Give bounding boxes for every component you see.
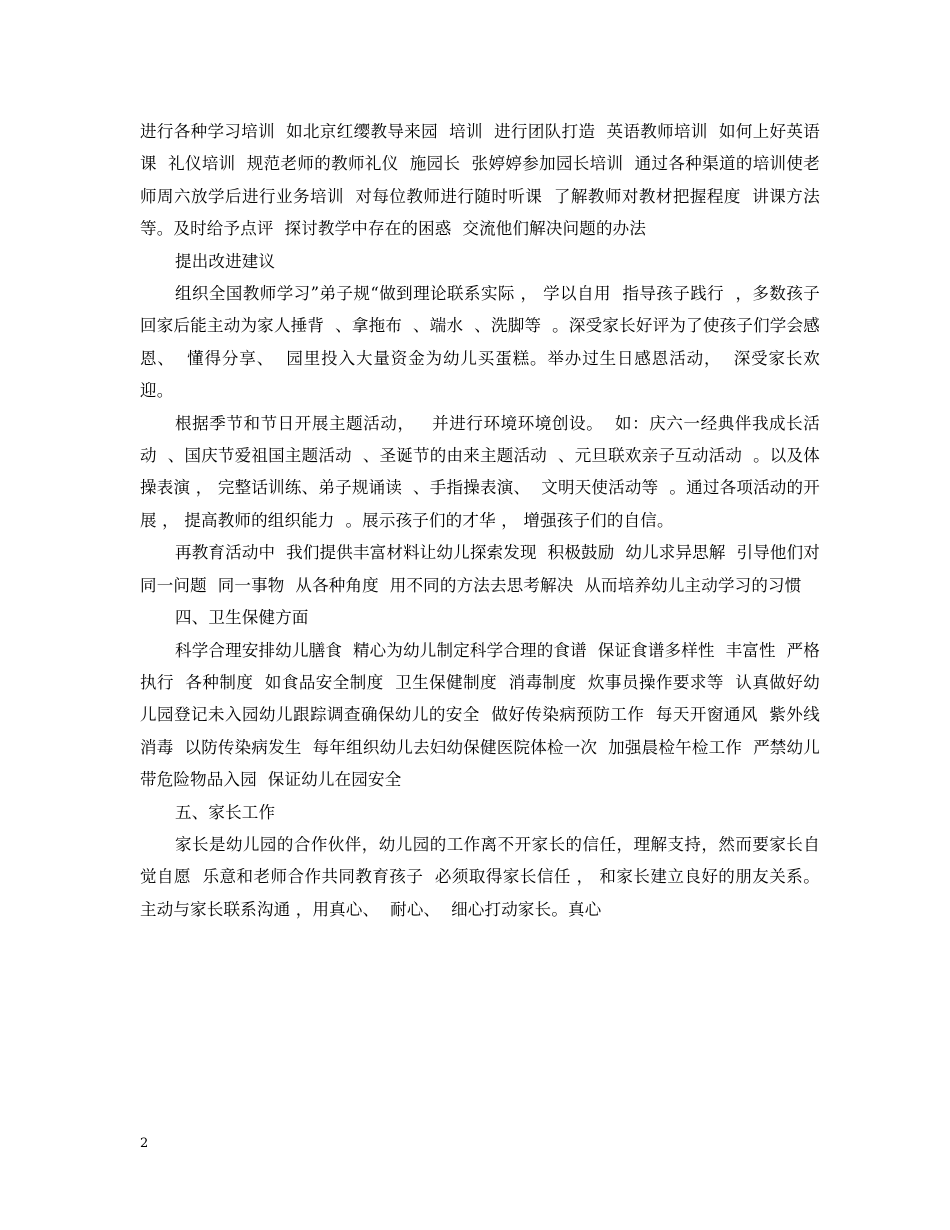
paragraph-education-activities: 再教育活动中 我们提供丰富材料让幼儿探索发现 积极鼓励 幼儿求异思解 引导他们对同一问题 同一事物 从各种角度 用不同的方法去思考解决 从而培养幼儿主动学习的习惯 [140,543,820,595]
heading-parent-work: 五、家长工作 [175,802,276,822]
heading-improvement-suggestions: 提出改进建议 [175,251,276,271]
page-number: 2 [140,1136,149,1151]
heading-health-care: 四、卫生保健方面 [175,608,309,628]
paragraph-theme-activities: 根据季节和节日开展主题活动， 并进行环境环境创设。 如：庆六一经典伴我成长活动 、国庆节爱祖国主题活动 、圣诞节的由来主题活动 、元旦联欢亲子互动活动 。以及体操表演 ， 完整话训练、弟子规诵读 、手指操表演、 文明天使活动等 。通过各项活动的开展 ， 提高教师的组织能力 。展示孩子们的才华 ， 增强孩子们的自信。 [140,413,820,530]
paragraph-training: 进行各种学习培训 如北京红缨教导来园 培训 进行团队打造 英语教师培训 如何上好英语课 礼仪培训 规范老师的教师礼仪 施园长 张婷婷参加园长培训 通过各种渠道的培训使老师周六放学后进行业务培训 对每位教师进行随时听课 了解教师对教材把握程度 讲课方法等。及时给予点评 探讨教学中存在的困惑 交流他们解决问题的办法 [140,122,820,239]
paragraph-parent-partnership: 家长是幼儿园的合作伙伴，幼儿园的工作离不开家长的信任，理解支持，然而要家长自觉自愿 乐意和老师合作共同教育孩子 必须取得家长信任 ， 和家长建立良好的朋友关系。 主动与家长联系沟通 ，用真心、 耐心、 细心打动家长。真心 [140,834,831,919]
document-body [140,116,831,926]
paragraph-diet-safety: 科学合理安排幼儿膳食 精心为幼儿制定科学合理的食谱 保证食谱多样性 丰富性 严格执行 各种制度 如食品安全制度 卫生保健制度 消毒制度 炊事员操作要求等 认真做好幼儿园登记未入园幼儿跟踪调查确保幼儿的安全 做好传染病预防工作 每天开窗通风 紫外线消毒 以防传染病发生 每年组织幼儿去妇幼保健医院体检一次 加强晨检午检工作 严禁幼儿带危险物品入园 保证幼儿在园安全 [140,640,820,790]
paragraph-dizigui-study: 组织全国教师学习”弟子规“做到理论联系实际 ， 学以自用 指导孩子践行 ，多数孩子回家后能主动为家人捶背 、拿拖布 、端水 、洗脚等 。深受家长好评为了使孩子们学会感恩、 懂得分享、 园里投入大量资金为幼儿买蛋糕。举办过生日感恩活动， 深受家长欢迎。 [140,284,820,401]
